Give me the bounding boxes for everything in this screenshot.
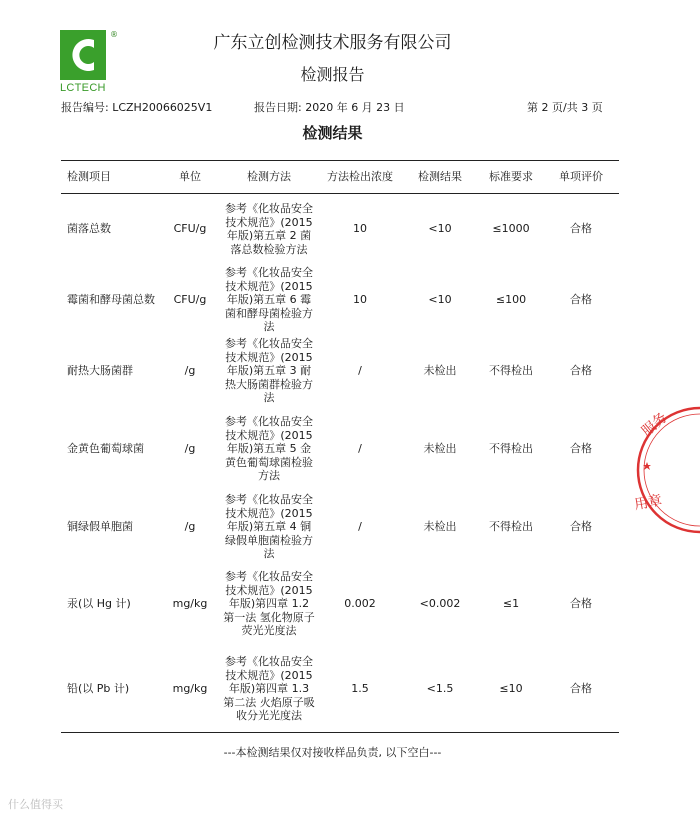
header-result: 检测结果 (418, 170, 462, 184)
row-limit: / (358, 364, 362, 378)
row-result: 未检出 (423, 520, 457, 534)
row-item: 金黄色葡萄球菌 (67, 442, 144, 456)
company-seal (630, 400, 700, 540)
row-item: 铅(以 Pb 计) (67, 682, 130, 696)
row-evaluation: 合格 (570, 222, 592, 236)
results-table (61, 160, 619, 733)
row-limit: / (358, 520, 362, 534)
table-row (61, 264, 619, 336)
row-method: 参考《化妆品安全技术规范》(2015 年版)第五章 4 铜绿假单胞菌检验方法 (225, 493, 313, 561)
row-limit: 1.5 (351, 682, 369, 696)
header-limit: 方法检出浓度 (327, 170, 393, 184)
row-unit: /g (184, 364, 196, 378)
watermark: 什么值得买 (8, 798, 63, 811)
row-item: 耐热大肠菌群 (67, 364, 133, 378)
row-result: <0.002 (419, 597, 461, 611)
table-row (61, 646, 619, 732)
end-of-results-note: ---本检测结果仅对接收样品负责, 以下空白--- (223, 746, 442, 759)
row-limit: 10 (353, 293, 367, 307)
table-row (61, 406, 619, 492)
table-row (61, 492, 619, 562)
table-row (61, 336, 619, 406)
row-method: 参考《化妆品安全技术规范》(2015 年版)第五章 5 金黄色葡萄球菌检验方法 (225, 415, 313, 483)
seal-text-top: 服务 (638, 409, 671, 440)
row-standard: ≤10 (499, 682, 523, 696)
row-evaluation: 合格 (570, 520, 592, 534)
row-unit: mg/kg (172, 682, 208, 696)
row-limit: 0.002 (344, 597, 376, 611)
row-item: 菌落总数 (67, 222, 111, 236)
row-result: <1.5 (426, 682, 454, 696)
row-result: <10 (428, 293, 452, 307)
row-standard: 不得检出 (489, 442, 533, 456)
header-item: 检测项目 (67, 170, 111, 184)
row-standard: ≤100 (495, 293, 527, 307)
row-standard: 不得检出 (489, 364, 533, 378)
row-evaluation: 合格 (570, 442, 592, 456)
row-evaluation: 合格 (570, 364, 592, 378)
row-evaluation: 合格 (570, 682, 592, 696)
row-item: 霉菌和酵母菌总数 (67, 293, 155, 307)
report-number: 报告编号: LCZH20066025V1 (61, 101, 213, 114)
row-result: <10 (428, 222, 452, 236)
header-unit: 单位 (179, 170, 201, 184)
row-item: 汞(以 Hg 计) (67, 597, 131, 611)
row-method: 参考《化妆品安全技术规范》(2015 年版)第五章 3 耐热大肠菌群检验方法 (225, 337, 313, 405)
table-header-row (61, 161, 619, 194)
row-method: 参考《化妆品安全技术规范》(2015 年版)第五章 6 霉菌和酵母菌检验方法 (225, 266, 313, 334)
row-standard: ≤1000 (492, 222, 530, 236)
row-standard: ≤1 (502, 597, 520, 611)
report-date: 报告日期: 2020 年 6 月 23 日 (254, 101, 405, 114)
row-unit: mg/kg (172, 597, 208, 611)
header-method: 检测方法 (247, 170, 291, 184)
logo-text: LCTECH (60, 82, 106, 94)
registered-mark: ® (110, 30, 118, 39)
header-evaluation: 单项评价 (559, 170, 603, 184)
report-title: 检测报告 (300, 65, 365, 84)
table-row (61, 194, 619, 264)
company-name: 广东立创检测技术服务有限公司 (213, 33, 452, 53)
row-limit: / (358, 442, 362, 456)
table-row (61, 562, 619, 646)
row-limit: 10 (353, 222, 367, 236)
row-result: 未检出 (423, 442, 457, 456)
row-unit: /g (184, 520, 196, 534)
page-info: 第 2 页/共 3 页 (527, 101, 603, 114)
header-standard: 标准要求 (489, 170, 533, 184)
seal-text-bottom: 用章 (632, 492, 664, 514)
row-unit: /g (184, 442, 196, 456)
row-method: 参考《化妆品安全技术规范》(2015 年版)第四章 1.2 第一法 氢化物原子荧光光度法 (223, 570, 315, 638)
row-result: 未检出 (423, 364, 457, 378)
section-title: 检测结果 (302, 124, 363, 142)
row-item: 铜绿假单胞菌 (67, 520, 133, 534)
row-evaluation: 合格 (570, 293, 592, 307)
row-standard: 不得检出 (489, 520, 533, 534)
row-method: 参考《化妆品安全技术规范》(2015 年版)第四章 1.3 第二法 火焰原子吸收分光光度法 (223, 655, 315, 723)
row-method: 参考《化妆品安全技术规范》(2015 年版)第五章 2 菌落总数检验方法 (225, 202, 313, 256)
row-unit: CFU/g (173, 222, 207, 236)
row-evaluation: 合格 (570, 597, 592, 611)
row-unit: CFU/g (173, 293, 207, 307)
